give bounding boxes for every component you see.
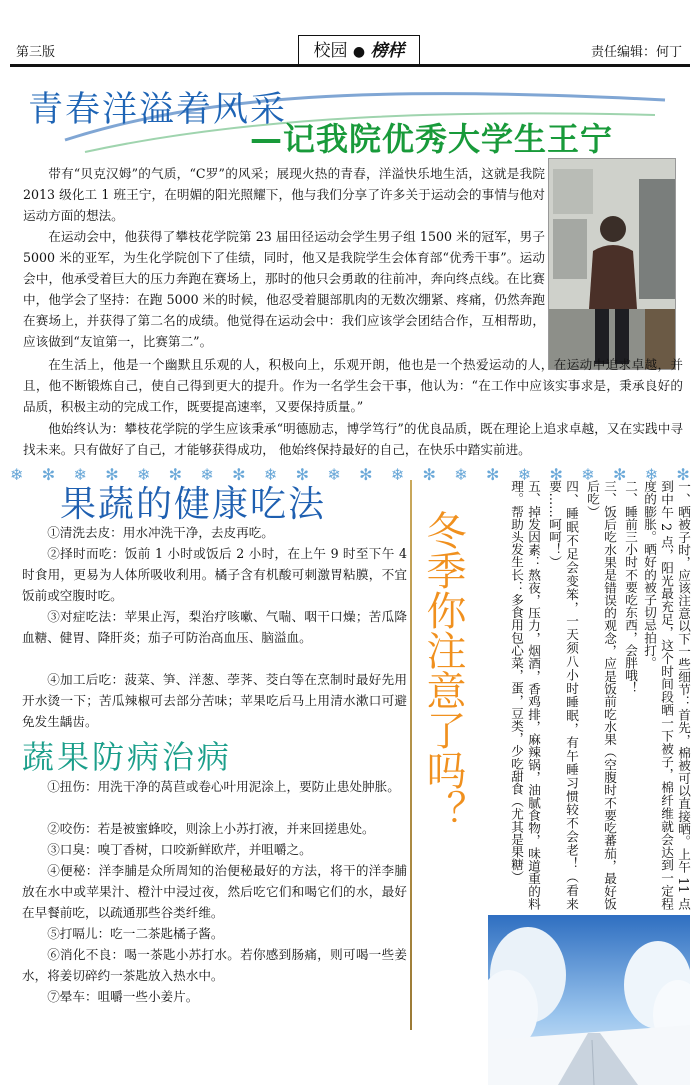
disease-item: ②咬伤：若是被蜜蜂咬，则涂上小苏打液，并来回搓患处。 <box>47 821 375 836</box>
article-paragraph-4: 他始终认为：攀枝花学院的学生应该秉承“明德励志，博学笃行”的优良品质，既在理论上追求卓越，又在实践中寻找未来。只有做好了自己，才能够获得成功， 他始终保持最好的自己，在快乐中踏实前进。 <box>23 421 683 457</box>
snowflake-icon: ✻ <box>295 465 310 484</box>
disease-item: ⑥消化不良：喝一茶匙小苏打水。若你感到肠痛，则可喝一些姜水，将姜切碎约一茶匙放入热水中。 <box>22 947 407 983</box>
disease-item: ④便秘：洋李脯是众所周知的治便秘最好的方法，将干的洋李脯放在水中或苹果汁、橙汁中浸过夜，然后吃它们和喝它们的水，最好在早餐前吃，以疏通那些谷类纤维。 <box>22 863 407 920</box>
snowflake-icon: ❄ <box>644 465 659 484</box>
snowflake-icon: ✻ <box>549 465 563 484</box>
snowflake-icon: ❄ <box>517 465 532 484</box>
snowflake-icon: ❄ <box>136 465 151 484</box>
page-header <box>10 35 690 65</box>
snowflake-icon: ❄ <box>581 465 595 484</box>
snowflake-icon: ❄ <box>454 465 468 484</box>
winter-title: 冬季你注意了吗？ <box>420 510 466 830</box>
snowflake-icon: ❄ <box>10 465 24 484</box>
snowflake-icon: ✻ <box>359 465 373 484</box>
editor-label: 责任编辑：何丁 <box>590 45 682 60</box>
column-divider <box>410 480 412 1030</box>
winter-tip: 五、掉发因素：熬夜，压力，烟酒，香鸡排，麻辣锅，油腻食物，味道重的料理。帮助头发生长：多食用包心菜，蛋，豆类，少吃甜食（尤其是果糖） <box>509 480 541 910</box>
fruit-section-heading: 果蔬的健康吃法 <box>60 484 327 525</box>
column-name: 榜样 <box>370 41 405 61</box>
snowflake-icon: ✻ <box>612 465 627 484</box>
winter-tip: 二、睡前三小时不要吃东西，会胖哦！ <box>623 480 638 695</box>
article-paragraph-3: 在生活上，他是一个幽默且乐观的人，积极向上，乐观开朗，他也是一个热爱运动的人，在运动中追求卓越，并且，他不断锻炼自己，使自己得到更大的提升。作为一名学生会干事，他认为：“在工作中应该实事求是，秉承良好的品质，积极主动的完成工作，既要提高速率，又要保持质量。” <box>23 357 683 414</box>
fruit-item: ③对症吃法：苹果止泻，梨治疗咳嗽、气喘、咽干口燥；苦瓜降血糖、健胃、降肝炎；茄子可防治高血压、脑溢血。 <box>22 609 407 645</box>
disease-item: ①扭伤：用洗干净的莴苣或卷心叶用泥涂上，要防止患处肿胀。 <box>47 779 400 794</box>
snowflake-icon: ❄ <box>263 465 278 484</box>
bullet-dot-icon: ● <box>352 44 366 60</box>
snowflake-icon: ✻ <box>422 465 436 484</box>
snowflake-icon: ✻ <box>105 465 119 484</box>
student-photo <box>548 158 676 370</box>
snowflake-icon: ❄ <box>73 465 87 484</box>
disease-section-heading: 蔬果防病治病 <box>22 738 233 776</box>
snowflake-icon: ✻ <box>232 465 246 484</box>
sub-title: —记我院优秀大学生王宁 <box>250 120 614 158</box>
fruit-item: ②择时而吃：饭前 1 小时或饭后 2 小时，在上午 9 时至下午 4 时食用，更易为人体所吸收利用。橘子含有机酸可刺激胃粘膜，不宜饭前或空腹时吃。 <box>22 546 407 603</box>
article-paragraph-1: 带有“贝克汉姆”的气质，“C罗”的风采；展现火热的青春，洋溢快乐地生活，这就是我院 2013 级化工 1 班王宁，在明媚的阳光照耀下，他与我们分享了许多关于运动会的事情与他对运动方面的想法。 <box>23 166 545 223</box>
snowflake-icon: ✻ <box>168 465 183 484</box>
snowflake-icon: ❄ <box>390 465 405 484</box>
edition-label: 第三版 <box>16 45 56 60</box>
main-title: 青春洋溢着风采 <box>28 90 288 130</box>
column-title-box <box>298 35 420 65</box>
fruit-item: ④加工后吃：菠菜、笋、洋葱、荸荠、茭白等在烹制时最好先用开水烫一下；苦瓜辣椒可去部分苦味；苹果吃后马上用清水漱口可避免发生龋齿。 <box>22 672 407 729</box>
fruit-item: ①清洗去皮：用水冲洗干净，去皮再吃。 <box>47 525 274 540</box>
snowflake-icon: ✻ <box>486 465 500 484</box>
snowflake-icon: ❄ <box>327 465 341 484</box>
snowflake-icon: ✻ <box>676 465 690 484</box>
winter-tips-columns <box>470 480 692 910</box>
disease-item: ③口臭：嗅丁香树，口咬新鲜欧芹，并咀嚼之。 <box>47 842 312 857</box>
winter-tip: 一、晒被子时，应该注意以下一些细节：首先，棉被可以直接晒。上午 11 点到中午 2 点，阳光最充足，这个时间段晒一下被子，棉纤维就会达到一定程度的膨胀。晒好的被子切忌拍打。 <box>642 480 691 910</box>
winter-tip: 三、饭后吃水果是错误的观念，应是饭前吃水果（空腹时不要吃蕃茄，最好饭后吃） <box>585 480 617 910</box>
column-prefix: 校园 <box>313 41 348 61</box>
winter-tip: 四、睡眠不足会变笨，一天须八小时睡眠，有午睡习惯较不会老！（看来要……呵呵！） <box>547 480 579 910</box>
disease-item: ⑦晕车：咀嚼一些小姜片。 <box>47 989 199 1004</box>
snowflake-icon: ✻ <box>41 465 56 484</box>
article-paragraph-2: 在运动会中，他获得了攀枝花学院第 23 届田径运动会学生男子组 1500 米的冠军，男子 5000 米的亚军，为生化学院创下了佳绩，同时，他又是我院学生会体育部“优秀干事”。运动会中，他承受着巨大的压力奔跑在赛场上，那时的他只会勇敢的往前冲，奔向终点线。在比赛中，他学会了坚持：在跑 5000 米的时候，他忍受着腿部肌肉的无数次绷紧、疼痛，仍然奔跑在赛场上，并获得了第二名的成绩。他觉得在运动会中：我们应该学会团结合作，互相帮助，应该做到“友谊第一，比赛第二”。 <box>23 229 545 349</box>
disease-item: ⑤打嗝儿：吃一二茶匙橘子酱。 <box>47 926 224 941</box>
header-rule <box>10 64 690 67</box>
snow-landscape-image <box>488 915 690 1085</box>
snowflake-icon: ❄ <box>200 465 214 484</box>
